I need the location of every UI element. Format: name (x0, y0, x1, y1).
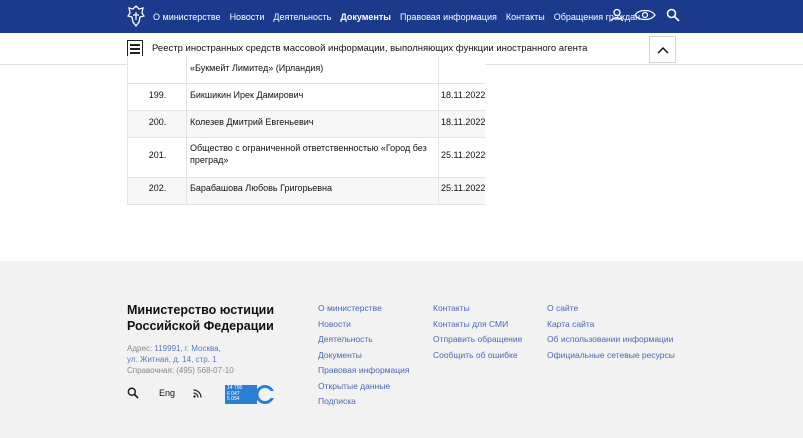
footer-links-col2 (433, 303, 522, 365)
footer-link-subscription[interactable]: Подписка (318, 396, 356, 406)
row-date: 18.11.2022 (441, 117, 486, 127)
nav-item-citizen-appeals[interactable]: Обращения граждан (553, 11, 641, 22)
search-icon[interactable] (666, 8, 680, 22)
nav-item-about[interactable]: О министерстве (153, 11, 221, 22)
user-icon[interactable] (610, 8, 624, 22)
registry-table (127, 56, 485, 205)
scroll-up-button[interactable] (649, 36, 676, 63)
nav-icons (610, 8, 680, 22)
top-navbar (0, 0, 803, 33)
nav-item-documents[interactable]: Документы (340, 11, 391, 22)
row-date: 25.11.2022 (441, 150, 486, 160)
row-number: 201. (148, 150, 167, 160)
footer-icons (127, 387, 202, 399)
table-row (128, 56, 485, 84)
footer-link-documents[interactable]: Документы (318, 349, 362, 360)
table-row (128, 138, 485, 178)
footer-address: Адрес: 119991, г. Москва, ул. Житная, д. 14, стр. 1 Справочная: (495) 568-07-10 (127, 344, 234, 375)
language-switch-eng[interactable]: Eng (159, 388, 176, 398)
footer-links-col3 (547, 303, 675, 365)
main-nav (153, 0, 640, 33)
footer-link-contacts[interactable]: Контакты (433, 303, 470, 313)
row-number: 202. (148, 183, 167, 193)
row-name: Бикшикин Ирек Дамирович (190, 90, 304, 100)
ministry-emblem-icon[interactable] (127, 5, 145, 27)
footer-link-media-contacts[interactable]: Контакты для СМИ (433, 318, 509, 329)
nav-item-legal-info[interactable]: Правовая информация (399, 11, 497, 22)
footer-link-open-data[interactable]: Открытые данные (318, 380, 391, 391)
footer-link-about-site[interactable]: О сайте (547, 303, 579, 313)
footer-link-official-resources[interactable]: Официальные сетевые ресурсы (547, 349, 675, 360)
footer-link-news[interactable]: Новости (318, 318, 351, 329)
chevron-up-icon (657, 46, 669, 54)
rss-icon[interactable] (193, 389, 202, 398)
table-row (128, 84, 485, 111)
row-date: 25.11.2022 (441, 183, 486, 193)
row-date: 18.11.2022 (441, 90, 486, 100)
row-name: Барабашова Любовь Григорьевна (190, 183, 333, 193)
table-row (128, 111, 485, 138)
footer-links-col1 (318, 303, 410, 412)
footer-link-send-appeal[interactable]: Отправить обращение (433, 334, 523, 344)
footer-link-legal-info[interactable]: Правовая информация (318, 365, 410, 375)
footer-link-info-usage[interactable]: Об использовании информации (547, 334, 674, 344)
document-title: Реестр иностранных средств массовой информации, выполняющих функции иностранного агента (152, 43, 588, 54)
footer-link-sitemap[interactable]: Карта сайта (547, 318, 595, 329)
footer-title: Министерство юстиции Российской Федерации (127, 303, 275, 333)
address-link[interactable]: 119991, г. Москва, (154, 344, 221, 353)
row-number: 200. (148, 117, 167, 127)
search-icon[interactable] (127, 387, 139, 399)
row-name: Колезев Дмитрий Евгеньевич (190, 117, 314, 127)
nav-item-contacts[interactable]: Контакты (505, 11, 545, 22)
nav-item-news[interactable]: Новости (229, 11, 265, 22)
footer-link-report-error[interactable]: Сообщить об ошибке (433, 349, 518, 360)
row-number: 199. (148, 90, 167, 100)
footer-link-activity[interactable]: Деятельность (318, 334, 373, 344)
footer-link-about[interactable]: О министерстве (318, 303, 382, 313)
row-name: Общество с ограниченной ответственностью «Город без преград» (190, 143, 427, 165)
visit-counter-badge[interactable]: 14 705 6 047 5 054 (225, 385, 275, 404)
row-name: «Букмейт Лимитед» (Ирландия) (190, 63, 324, 73)
accessibility-eye-icon[interactable] (634, 8, 656, 22)
table-row (128, 178, 485, 205)
nav-item-activity[interactable]: Деятельность (273, 11, 332, 22)
